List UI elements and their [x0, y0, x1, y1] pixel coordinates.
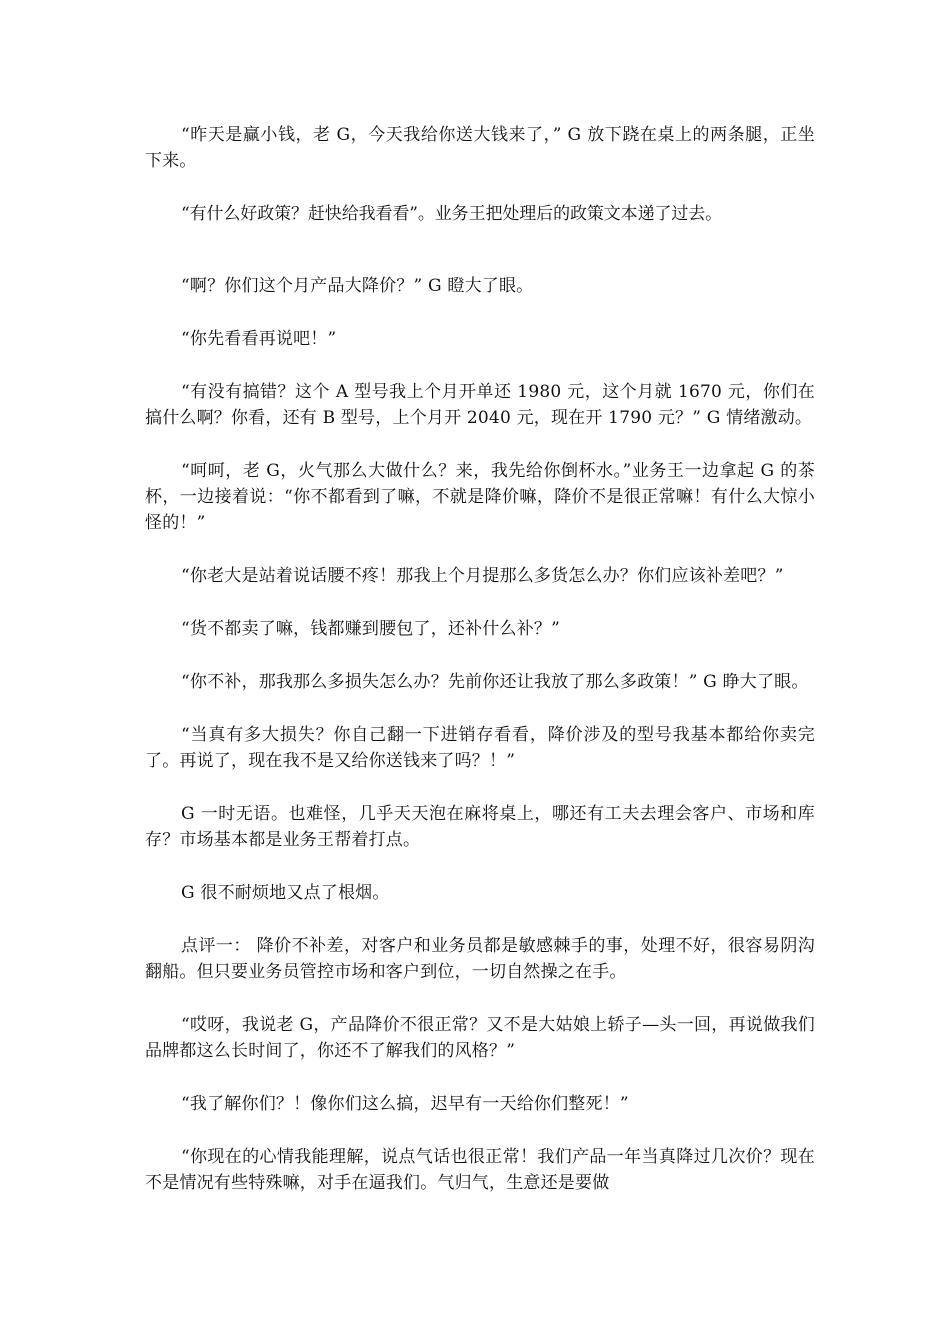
paragraph: “你不补，那我那么多损失怎么办？先前你还让我放了那么多政策！” G 睁大了眼。 [181, 672, 809, 692]
paragraph: “我了解你们？！像你们这么搞，迟早有一天给你们整死！” [181, 1094, 629, 1114]
paragraph: “有没有搞错？这个 A 型号我上个月开单还 1980 元，这个月就 1670 元，你们在搞什么啊？你看，还有 B 型号，上个月开 2040 元，现在开 1790 元？” G 情绪激动。 [145, 382, 815, 428]
paragraph: “当真有多大损失？你自己翻一下进销存看看，降价涉及的型号我基本都给你卖完了。再说了，现在我不是又给你送钱来了吗？！” [145, 725, 815, 771]
paragraph: “有什么好政策？赶快给我看看”。业务王把处理后的政策文本递了过去。 [181, 204, 723, 224]
paragraph: “啊？你们这个月产品大降价？” G 瞪大了眼。 [181, 276, 534, 296]
paragraph: G 一时无语。也难怪，几乎天天泡在麻将桌上，哪还有工夫去理会客户、市场和库存？市场基本都是业务王帮着打点。 [145, 804, 815, 850]
paragraph: “你老大是站着说话腰不疼！那我上个月提那么多货怎么办？你们应该补差吧？” [181, 566, 784, 586]
document-body [145, 122, 815, 1223]
paragraph: “哎呀，我说老 G，产品降价不很正常？又不是大姑娘上轿子—头一回，再说做我们品牌都这么长时间了，你还不了解我们的风格？” [145, 1015, 815, 1061]
paragraph: “昨天是赢小钱，老 G，今天我给你送大钱来了，” G 放下跷在桌上的两条腿，正坐下来。 [145, 125, 815, 171]
paragraph: “货不都卖了嘛，钱都赚到腰包了，还补什么补？” [181, 619, 560, 639]
paragraph: “你现在的心情我能理解，说点气话也很正常！我们产品一年当真降过几次价？现在不是情况有些特殊嘛，对手在逼我们。气归气，生意还是要做 [145, 1147, 815, 1193]
paragraph: G 很不耐烦地又点了根烟。 [181, 883, 390, 903]
paragraph: “呵呵，老 G，火气那么大做什么？来，我先给你倒杯水。”业务王一边拿起 G 的茶杯，一边接着说：“你不都看到了嘛，不就是降价嘛，降价不是很正常嘛！有什么大惊小怪的！” [145, 461, 815, 533]
paragraph: 点评一： 降价不补差，对客户和业务员都是敏感棘手的事，处理不好，很容易阴沟翻船。但只要业务员管控市场和客户到位，一切自然操之在手。 [145, 936, 815, 982]
paragraph: “你先看看再说吧！” [181, 329, 337, 349]
